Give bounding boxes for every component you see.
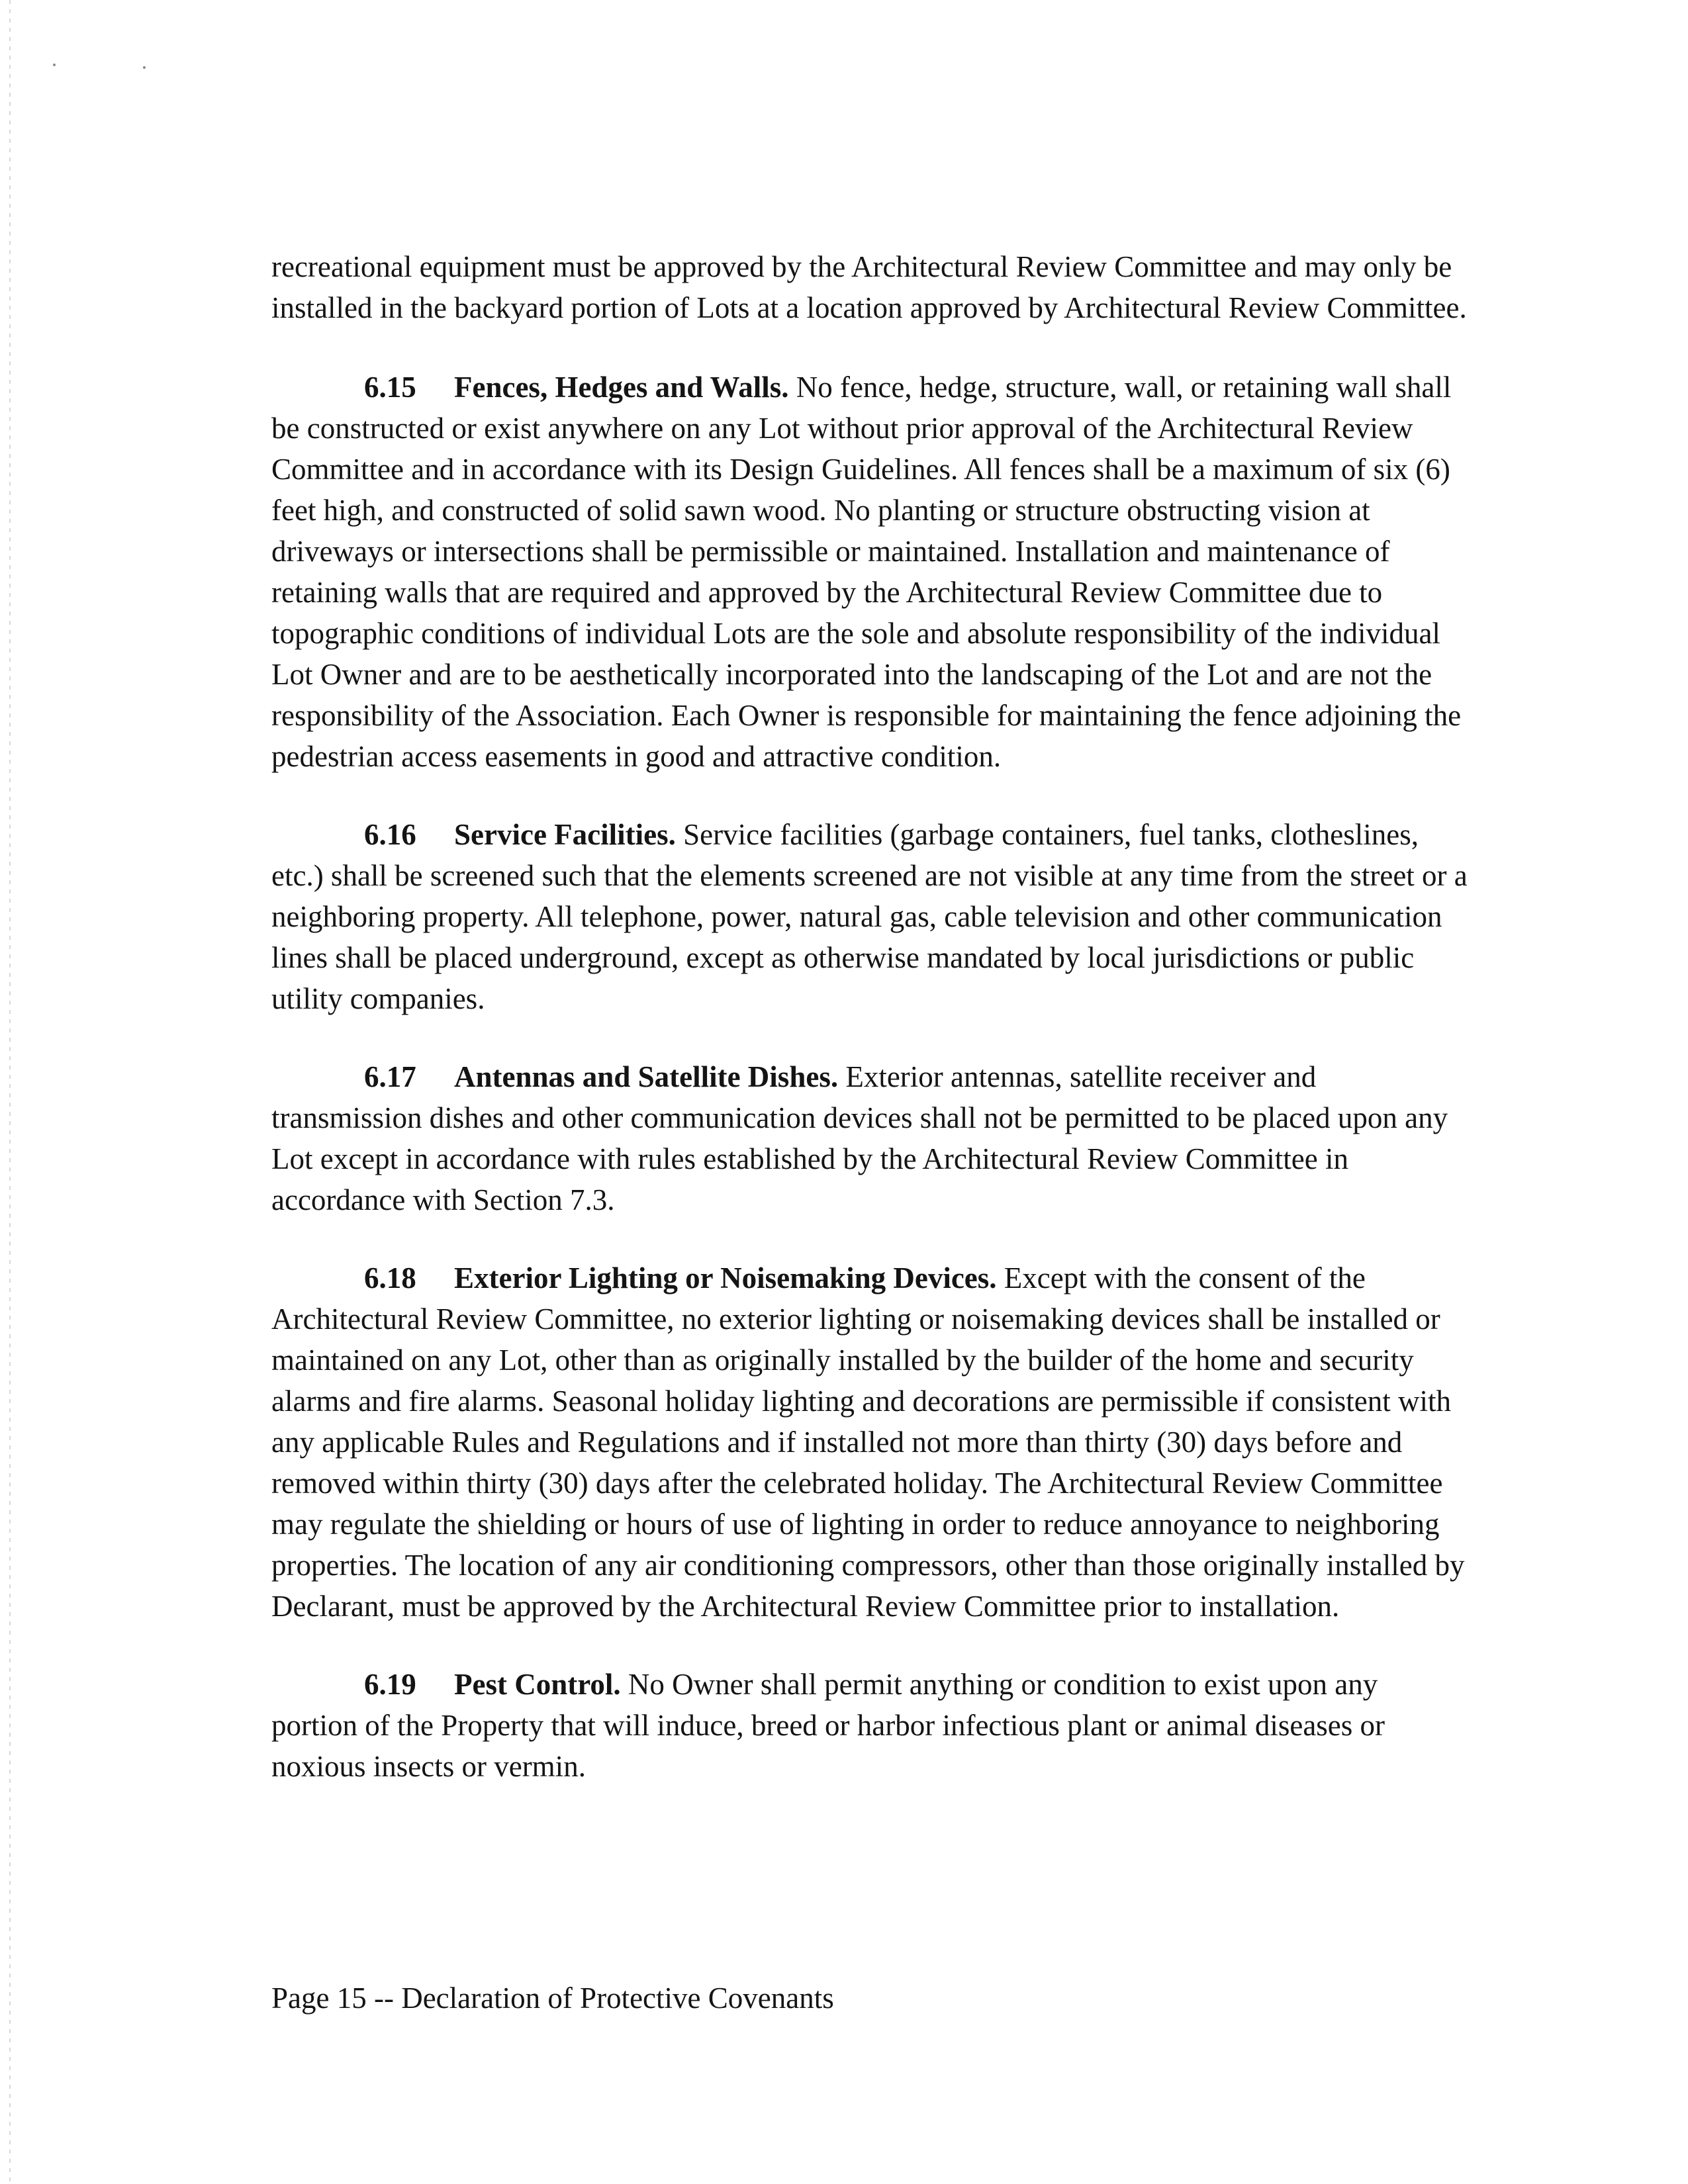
section-body: Service facilities (garbage containers, fuel tanks, clotheslines, etc.) shall be screened such that the elements screened are not visible at any time from the street or a neighboring property. All telephone, power, natural gas, cable television and other communication lines shall be placed underground, except as otherwise mandated by local jurisdictions or public utility companies.	[271, 818, 1468, 1015]
section-number: 6.19	[364, 1668, 416, 1701]
section-number: 6.15	[364, 371, 416, 404]
section-heading: Pest Control.	[454, 1668, 621, 1701]
scan-speck	[143, 66, 146, 69]
section-number: 6.16	[364, 818, 416, 851]
document-body	[271, 246, 1470, 1824]
section-6-19	[271, 1664, 1470, 1787]
section-6-16	[271, 814, 1470, 1019]
section-body: Exterior antennas, satellite receiver and transmission dishes and other communication devices shall not be permitted to be placed upon any Lot except in accordance with rules established by the Architectural Review Committee in accordance with Section 7.3.	[271, 1060, 1448, 1216]
section-number: 6.18	[364, 1261, 416, 1295]
continued-paragraph: recreational equipment must be approved by the Architectural Review Committee and may only be installed in the backyard portion of Lots at a location approved by Architectural Review Committee.	[271, 250, 1467, 324]
section-6-18	[271, 1257, 1470, 1627]
section-body: Except with the consent of the Architectural Review Committee, no exterior lighting or noisemaking devices shall be installed or maintained on any Lot, other than as originally installed by the builder of the home and security alarms and fire alarms. Seasonal holiday lighting and decorations are permissible if consistent with any applicable Rules and Regulations and if installed not more than thirty (30) days before and removed within thirty (30) days after the celebrated holiday. The Architectural Review Committee may regulate the shielding or hours of use of lighting in order to reduce annoyance to neighboring properties. The location of any air conditioning compressors, other than those originally installed by Declarant, must be approved by the Architectural Review Committee prior to installation.	[271, 1261, 1465, 1623]
section-heading: Antennas and Satellite Dishes.	[454, 1060, 839, 1093]
section-heading: Service Facilities.	[454, 818, 676, 851]
scan-edge-artifact	[9, 0, 11, 2184]
section-heading: Exterior Lighting or Noisemaking Devices.	[454, 1261, 997, 1295]
section-number: 6.17	[364, 1060, 416, 1093]
scan-speck	[53, 64, 56, 66]
section-body: No Owner shall permit anything or condition to exist upon any portion of the Property that will induce, breed or harbor infectious plant or animal diseases or noxious insects or vermin.	[271, 1668, 1385, 1783]
section-6-15	[271, 367, 1470, 777]
section-6-17	[271, 1056, 1470, 1220]
page-footer: Page 15 -- Declaration of Protective Covenants	[271, 1981, 834, 2015]
section-body: No fence, hedge, structure, wall, or retaining wall shall be constructed or exist anywhere on any Lot without prior approval of the Architectural Review Committee and in accordance with its Design Guidelines. All fences shall be a maximum of six (6) feet high, and constructed of solid sawn wood. No planting or structure obstructing vision at driveways or intersections shall be permissible or maintained. Installation and maintenance of retaining walls that are required and approved by the Architectural Review Committee due to topographic conditions of individual Lots are the sole and absolute responsibility of the individual Lot Owner and are to be aesthetically incorporated into the landscaping of the Lot and are not the responsibility of the Association. Each Owner is responsible for maintaining the fence adjoining the pedestrian access easements in good and attractive condition.	[271, 371, 1462, 773]
section-heading: Fences, Hedges and Walls.	[454, 371, 789, 404]
